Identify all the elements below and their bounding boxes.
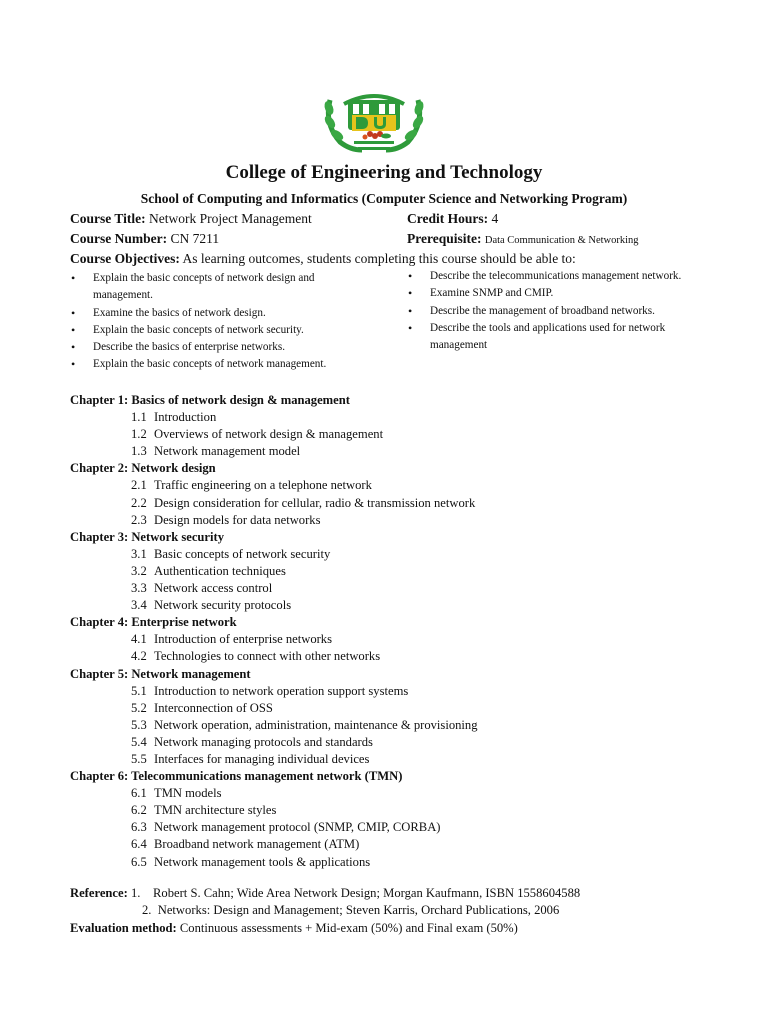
course-objectives [70, 251, 576, 267]
section-number: 6.1 [131, 786, 147, 801]
list-item: • Describe the basics of enterprise networks. [70, 339, 370, 356]
section-number: 6.5 [131, 854, 147, 869]
section-text: Interconnection of OSS [154, 700, 273, 715]
section-text: Network security protocols [154, 598, 292, 613]
evaluation-line [70, 920, 580, 937]
school-subtitle: School of Computing and Informatics (Computer Science and Networking Program) [140, 191, 628, 206]
chapter-outline [70, 392, 710, 871]
chapter-heading: Chapter 1: Basics of network design & management [70, 393, 350, 407]
section-item [70, 580, 710, 597]
chapter-heading: Chapter 6: Telecommunications management network (TMN) [70, 769, 403, 784]
section-text: Basic concepts of network security [154, 546, 331, 561]
section-number: 5.1 [131, 683, 147, 698]
section-item [70, 546, 710, 563]
reference-number: 2. [142, 903, 152, 918]
section-number: 5.3 [131, 717, 147, 732]
list-item: • Examine the basics of network design. [70, 305, 370, 322]
section-text: Introduction of enterprise networks [154, 632, 333, 647]
section-text: Overviews of network design & management [154, 427, 384, 442]
list-item: • Describe the management of broadband networks. [407, 303, 692, 320]
section-number: 2.2 [131, 495, 147, 510]
section-number: 1.2 [131, 427, 147, 442]
section-text: Broadband network management (ATM) [154, 837, 360, 852]
section-item [70, 700, 710, 717]
section-item [70, 409, 710, 426]
section-number: 2.3 [131, 512, 147, 527]
section-number: 1.1 [131, 410, 147, 425]
objectives-list-left [70, 270, 370, 374]
section-item [70, 512, 710, 529]
list-item: • Describe the tools and applications used for network management [407, 320, 692, 355]
section-text: TMN architecture styles [154, 803, 277, 818]
section-number: 5.5 [131, 751, 147, 766]
section-number: 5.2 [131, 700, 147, 715]
chapter-heading: Chapter 4: Enterprise network [70, 615, 237, 630]
course-title-value: Network Project Management [149, 211, 312, 226]
credit-hours-label: Credit Hours: [407, 211, 489, 226]
evaluation-text: Continuous assessments + Mid-exam (50%) and Final exam (50%) [179, 920, 518, 935]
section-text: Introduction [154, 410, 217, 425]
section-number: 3.1 [131, 546, 147, 561]
course-number-label: Course Number: [70, 231, 168, 246]
section-number: 3.2 [131, 563, 147, 578]
list-item: • Explain the basic concepts of network design and management. [70, 270, 370, 305]
section-item [70, 631, 710, 648]
section-text: Network access control [154, 581, 273, 596]
section-text: Network managing protocols and standards [154, 734, 373, 749]
section-item [70, 836, 710, 853]
section-text: Authentication techniques [154, 563, 286, 578]
dilla-university-logo-icon [322, 90, 426, 158]
section-item [70, 648, 710, 665]
section-text: Network management model [154, 444, 301, 459]
section-text: Traffic engineering on a telephone network [154, 478, 372, 493]
prerequisite-field [407, 231, 639, 247]
course-title-label: Course Title: [70, 211, 146, 226]
reference-text: Networks: Design and Management; Steven Karris, Orchard Publications, 2006 [157, 903, 560, 918]
evaluation-label: Evaluation method: [70, 920, 177, 935]
objectives-intro: As learning outcomes, students completing this course should be able to: [182, 251, 576, 266]
section-number: 6.3 [131, 820, 147, 835]
section-number: 5.4 [131, 734, 147, 749]
course-number-field [70, 231, 219, 247]
section-text: Network management tools & applications [154, 854, 371, 869]
reference-number: 1. [130, 886, 141, 900]
chapter-heading: Chapter 2: Network design [70, 461, 216, 476]
section-item [70, 734, 710, 751]
section-item [70, 597, 710, 614]
section-text: Network management protocol (SNMP, CMIP, CORBA) [154, 820, 441, 835]
section-text: TMN models [154, 786, 222, 801]
reference-line [70, 902, 580, 919]
section-text: Introduction to network operation support systems [154, 683, 409, 698]
section-number: 6.4 [131, 837, 147, 852]
section-item [70, 443, 710, 460]
section-number: 3.4 [131, 598, 147, 613]
section-item [70, 426, 710, 443]
prerequisite-value: Data Communication & Networking [484, 235, 639, 246]
section-text: Design consideration for cellular, radio & transmission network [154, 495, 476, 510]
section-item [70, 477, 710, 494]
section-number: 4.2 [131, 649, 147, 664]
chapter-heading: Chapter 5: Network management [70, 666, 251, 681]
section-item [70, 819, 710, 836]
reference-label: Reference: [70, 886, 128, 900]
references-block [70, 885, 580, 937]
section-number: 4.1 [131, 632, 147, 647]
list-item: • Explain the basic concepts of network management. [70, 356, 370, 373]
section-number: 1.3 [131, 444, 147, 459]
section-item [70, 802, 710, 819]
college-title: College of Engineering and Technology [225, 162, 543, 183]
reference-line [70, 885, 580, 902]
section-item [70, 563, 710, 580]
list-item: • Explain the basic concepts of network security. [70, 322, 370, 339]
credit-hours-field [407, 211, 498, 227]
section-number: 2.1 [131, 478, 147, 493]
course-number-value: CN 7211 [170, 231, 220, 246]
section-item [70, 495, 710, 512]
prerequisite-label: Prerequisite: [407, 231, 482, 246]
course-title-field [70, 211, 312, 227]
credit-hours-value: 4 [491, 211, 499, 226]
list-item: • Examine SNMP and CMIP. [407, 285, 692, 302]
objectives-label: Course Objectives: [70, 251, 180, 266]
reference-text: Robert S. Cahn; Wide Area Network Design; Morgan Kaufmann, ISBN 1558604588 [153, 886, 581, 900]
list-item: • Describe the telecommunications management network. [407, 268, 692, 285]
section-item [70, 717, 710, 734]
section-item [70, 683, 710, 700]
section-item [70, 785, 710, 802]
section-text: Network operation, administration, maintenance & provisioning [154, 717, 478, 732]
section-text: Interfaces for managing individual devices [154, 751, 370, 766]
section-text: Design models for data networks [154, 512, 321, 527]
section-number: 6.2 [131, 803, 147, 818]
section-item [70, 854, 710, 871]
section-text: Technologies to connect with other networks [154, 649, 381, 664]
objectives-list-right [407, 268, 692, 354]
section-number: 3.3 [131, 581, 147, 596]
chapter-heading: Chapter 3: Network security [70, 529, 225, 544]
section-item [70, 751, 710, 768]
